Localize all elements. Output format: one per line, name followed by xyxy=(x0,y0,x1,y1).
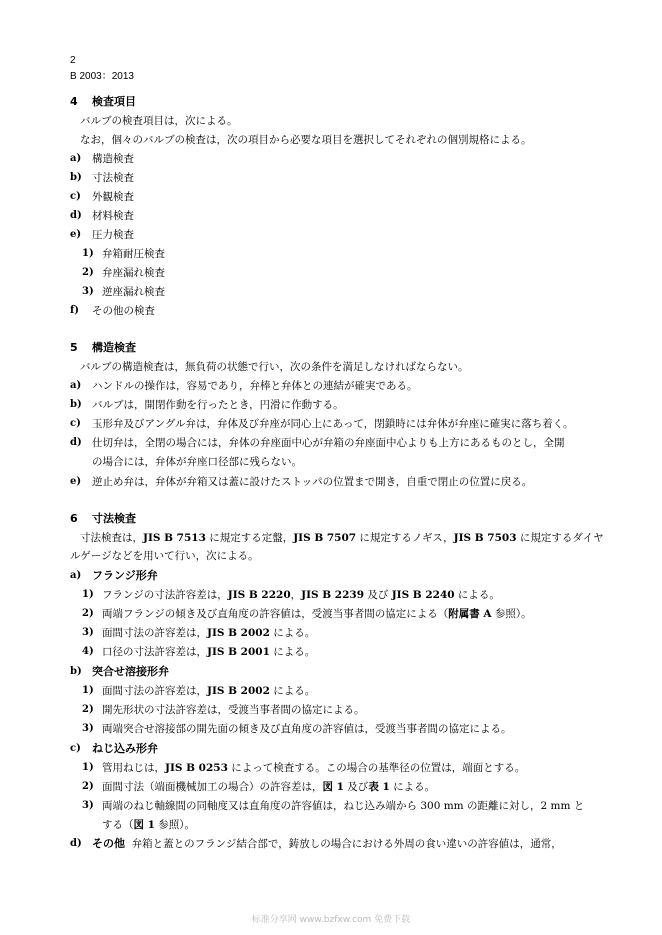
list-item: バルブは，開閉作動を行ったとき，円滑に作動する。 xyxy=(92,399,344,411)
sublist-item: 弁座漏れ検査 xyxy=(102,267,165,279)
text-run: による。 xyxy=(269,685,316,697)
standard-ref: JIS B 2240 xyxy=(391,589,455,601)
text-run: 管用ねじは， xyxy=(102,762,165,774)
sublist-item: 両端のねじ軸線間の同軸度又は直角度の許容値は，ねじ込み端から 300 mm の距離に対し，2 mm と xyxy=(102,800,585,812)
standard-id: B 2003：2013 xyxy=(70,71,134,82)
sublist-label: 2) xyxy=(82,608,94,619)
section-6-title: 寸法検査 xyxy=(92,512,136,525)
list-item-continued: の場合には，弁体が弁座口径部に残らない。 xyxy=(92,456,302,468)
text-run: 参照）。 xyxy=(154,819,196,831)
list-label: f) xyxy=(70,305,80,316)
sublist-label: 3) xyxy=(82,800,94,811)
list-label: d) xyxy=(70,210,82,221)
list-label: e) xyxy=(70,476,82,487)
sublist-item xyxy=(102,684,315,698)
text-run: 口径の寸法許容差は， xyxy=(102,646,207,658)
list-label: a) xyxy=(70,380,82,391)
section-6-number: 6 xyxy=(70,512,78,525)
list-label: a) xyxy=(70,153,82,164)
standard-ref: JIS B 0253 xyxy=(165,762,228,774)
sublist-label: 1) xyxy=(82,248,94,259)
sublist-item xyxy=(102,761,525,775)
annex-ref: 附属書 A xyxy=(448,608,492,620)
paragraph: バルブの検査項目は，次による。 xyxy=(80,115,238,127)
standard-ref: JIS B 2002 xyxy=(207,627,270,639)
standard-ref: JIS B 2239 xyxy=(301,589,364,601)
subsection-title: 突合せ溶接形弁 xyxy=(92,665,169,678)
sublist-label: 4) xyxy=(82,646,94,657)
standard-ref: JIS B 2001 xyxy=(207,646,270,658)
sublist-label: 2) xyxy=(82,781,94,792)
sublist-item xyxy=(102,780,435,794)
sublist-item xyxy=(102,626,315,640)
list-item: ハンドルの操作は，容易であり，弁棒と弁体との連結が確実である。 xyxy=(92,380,418,392)
standard-ref: JIS B 2002 xyxy=(207,685,270,697)
text-run: に規定するダイヤ xyxy=(516,532,604,544)
text-run: する（ xyxy=(102,819,134,831)
text-run: 面間寸法の許容差は， xyxy=(102,685,207,697)
subsection-title: その他 xyxy=(92,837,125,850)
sublist-item-continued xyxy=(102,818,195,832)
list-item: 材料検査 xyxy=(92,210,134,222)
standard-ref: JIS B 7513 xyxy=(143,532,206,544)
list-item: 仕切弁は，全閉の場合には，弁体の弁座面中心が弁箱の弁座面中心よりも上方にあるものとし，全開 xyxy=(92,437,565,449)
sublist-item xyxy=(102,645,315,659)
figure-ref: 図 1 xyxy=(133,819,155,831)
list-label: a) xyxy=(70,570,82,581)
subsection-title: フランジ形弁 xyxy=(92,569,158,582)
list-label: d) xyxy=(70,437,82,448)
sublist-label: 1) xyxy=(82,589,94,600)
text-run: によって検査する。この場合の基準径の位置は，端面とする。 xyxy=(227,762,526,774)
list-item: 構造検査 xyxy=(92,153,134,165)
list-label: b) xyxy=(70,172,82,183)
text-run: に規定する定盤， xyxy=(205,532,294,544)
list-item: 外観検査 xyxy=(92,191,134,203)
sublist-item xyxy=(102,607,532,621)
list-label: c) xyxy=(70,418,81,429)
list-item: 逆止め弁は，弁体が弁箱又は蓋に設けたストッパの位置まで開き，自重で閉止の位置に戻る。 xyxy=(92,476,533,488)
subsection-title: ねじ込み形弁 xyxy=(92,742,158,755)
list-item: その他の検査 xyxy=(92,305,155,317)
sublist-label: 1) xyxy=(82,762,94,773)
text-run: 参照）。 xyxy=(491,608,532,620)
figure-ref: 図 1 xyxy=(322,781,344,793)
text-run: による。 xyxy=(389,781,436,793)
page-number: 2 xyxy=(70,55,76,66)
sublist-item: 弁箱耐圧検査 xyxy=(102,248,165,260)
sublist-label: 3) xyxy=(82,723,94,734)
list-label: b) xyxy=(70,666,82,677)
paragraph-continued: ルゲージなどを用いて行い，次による。 xyxy=(70,550,259,562)
text-run: 弁箱と蓋とのフランジ結合部で，鋳放しの場合における外周の食い違いの許容値は，通常， xyxy=(131,838,562,850)
section-5-title: 構造検査 xyxy=(92,341,136,354)
text-run: による。 xyxy=(454,589,500,601)
list-item xyxy=(92,837,562,851)
text-run: 及び xyxy=(364,589,392,601)
footer-watermark: 标准分享网 www.bzfxw.com 免费下载 xyxy=(251,915,411,925)
list-item: 圧力検査 xyxy=(92,229,134,241)
section-4-title: 検査項目 xyxy=(92,95,136,108)
sublist-label: 3) xyxy=(82,286,94,297)
sublist-label: 1) xyxy=(82,685,94,696)
text-run: 両端フランジの傾き及び直角度の許容値は，受渡当事者間の協定による（ xyxy=(102,608,449,620)
list-label: b) xyxy=(70,399,82,410)
list-label: c) xyxy=(70,191,81,202)
sublist-item: 両端突合せ溶接部の開先面の傾き及び直角度の許容値は，受渡当事者間の協定による。 xyxy=(102,723,512,735)
list-label: e) xyxy=(70,229,82,240)
text-run: 及び xyxy=(343,781,369,793)
standard-ref: JIS B 7507 xyxy=(293,532,357,544)
text-run: フランジの寸法許容差は， xyxy=(102,589,228,601)
sublist-item: 開先形状の寸法許容差は，受渡当事者間の協定による。 xyxy=(102,704,365,716)
text-run: 寸法検査は， xyxy=(80,532,143,544)
table-ref: 表 1 xyxy=(368,781,390,793)
text-run: による。 xyxy=(269,646,316,658)
text-run: ， xyxy=(290,589,302,601)
list-item: 寸法検査 xyxy=(92,172,134,184)
text-run: 面間寸法の許容差は， xyxy=(102,627,207,639)
sublist-item xyxy=(102,588,500,602)
standard-ref: JIS B 2220 xyxy=(227,589,291,601)
section-5-number: 5 xyxy=(70,341,78,354)
paragraph: なお，個々のバルブの検査は，次の項目から必要な項目を選択してそれぞれの個別規格による。 xyxy=(80,134,532,146)
sublist-label: 2) xyxy=(82,267,94,278)
paragraph: バルブの構造検査は，無負荷の状態で行い，次の条件を満足しなければならない。 xyxy=(80,361,469,373)
list-item: 玉形弁及びアングル弁は，弁体及び弁座が同心上にあって，閉鎖時には弁体が弁座に確実に落ち着く。 xyxy=(92,418,574,430)
sublist-label: 3) xyxy=(82,627,94,638)
list-label: c) xyxy=(70,743,81,754)
text-run: に規定するノギス， xyxy=(356,532,454,544)
standard-ref: JIS B 7503 xyxy=(453,532,517,544)
text-run: 面間寸法（端面機械加工の場合）の許容差は， xyxy=(102,781,323,793)
sublist-item: 逆座漏れ検査 xyxy=(102,286,165,298)
paragraph xyxy=(80,531,604,545)
section-4-number: 4 xyxy=(70,95,78,108)
sublist-label: 2) xyxy=(82,704,94,715)
text-run: による。 xyxy=(269,627,316,639)
list-label: d) xyxy=(70,838,82,849)
